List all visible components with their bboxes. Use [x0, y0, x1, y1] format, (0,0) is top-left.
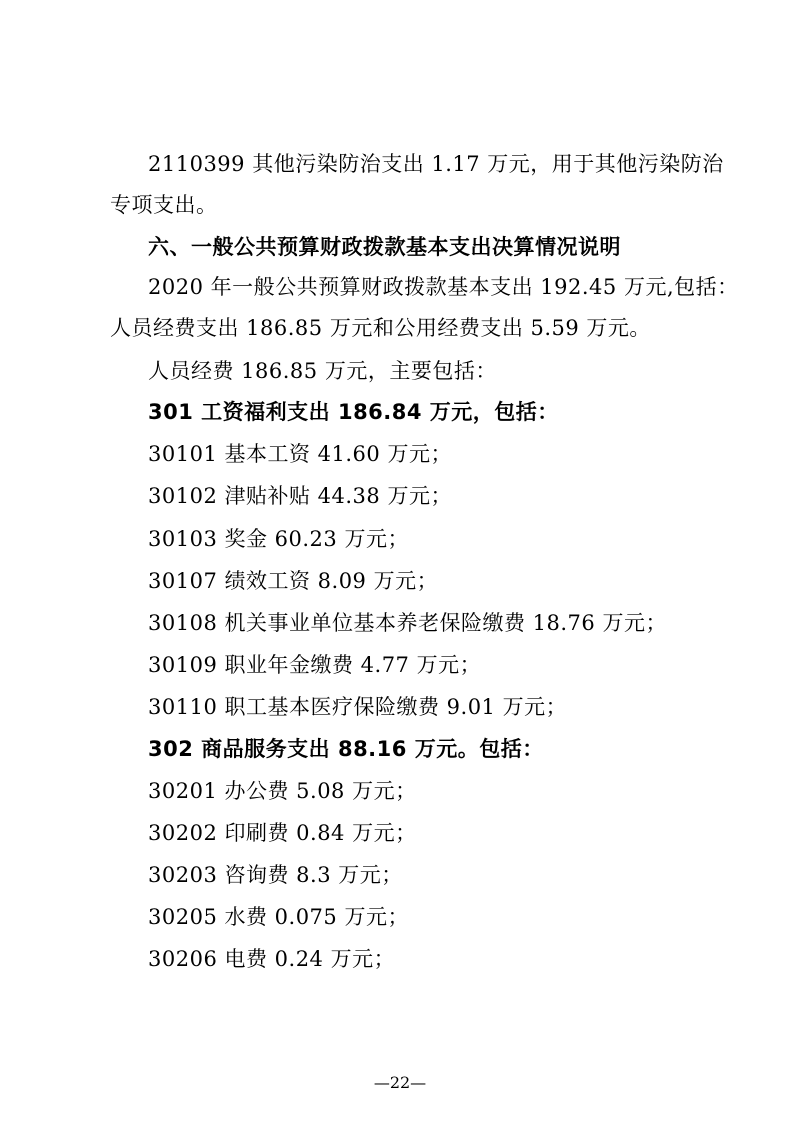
paragraph-personnel-expenses: 人员经费 186.85 万元，主要包括： [148, 359, 497, 383]
list-item-30108: 30108 机关事业单位基本养老保险缴费 18.76 万元； [148, 611, 667, 635]
list-item-30109: 30109 职业年金缴费 4.77 万元； [148, 653, 482, 677]
subheading-301: 301 工资福利支出 186.84 万元，包括： [148, 400, 559, 424]
list-item-30107: 30107 绩效工资 8.09 万元； [148, 569, 439, 593]
paragraph-basic-expenditure-line1: 2020 年一般公共预算财政拨款基本支出 192.45 万元,包括： [148, 275, 739, 299]
list-item-30110: 30110 职工基本医疗保险缴费 9.01 万元； [148, 695, 568, 719]
list-item-30202: 30202 印刷费 0.84 万元； [148, 821, 417, 845]
list-item-30201: 30201 办公费 5.08 万元； [148, 779, 417, 803]
section-heading-6: 六、一般公共预算财政拨款基本支出决算情况说明 [148, 235, 621, 259]
list-item-30102: 30102 津贴补贴 44.38 万元； [148, 484, 452, 508]
page-number: —22— [373, 1073, 427, 1092]
list-item-30101: 30101 基本工资 41.60 万元； [148, 442, 452, 466]
subheading-302: 302 商品服务支出 88.16 万元。包括： [148, 737, 544, 761]
list-item-30203: 30203 咨询费 8.3 万元； [148, 863, 403, 887]
list-item-30103: 30103 奖金 60.23 万元； [148, 527, 409, 551]
paragraph-basic-expenditure-line2: 人员经费支出 186.85 万元和公用经费支出 5.59 万元。 [110, 316, 651, 340]
paragraph-2110399-line2: 专项支出。 [110, 193, 218, 217]
list-item-30205: 30205 水费 0.075 万元； [148, 905, 409, 929]
paragraph-2110399-line1: 2110399 其他污染防治支出 1.17 万元，用于其他污染防治 [148, 152, 724, 176]
list-item-30206: 30206 电费 0.24 万元； [148, 947, 396, 971]
